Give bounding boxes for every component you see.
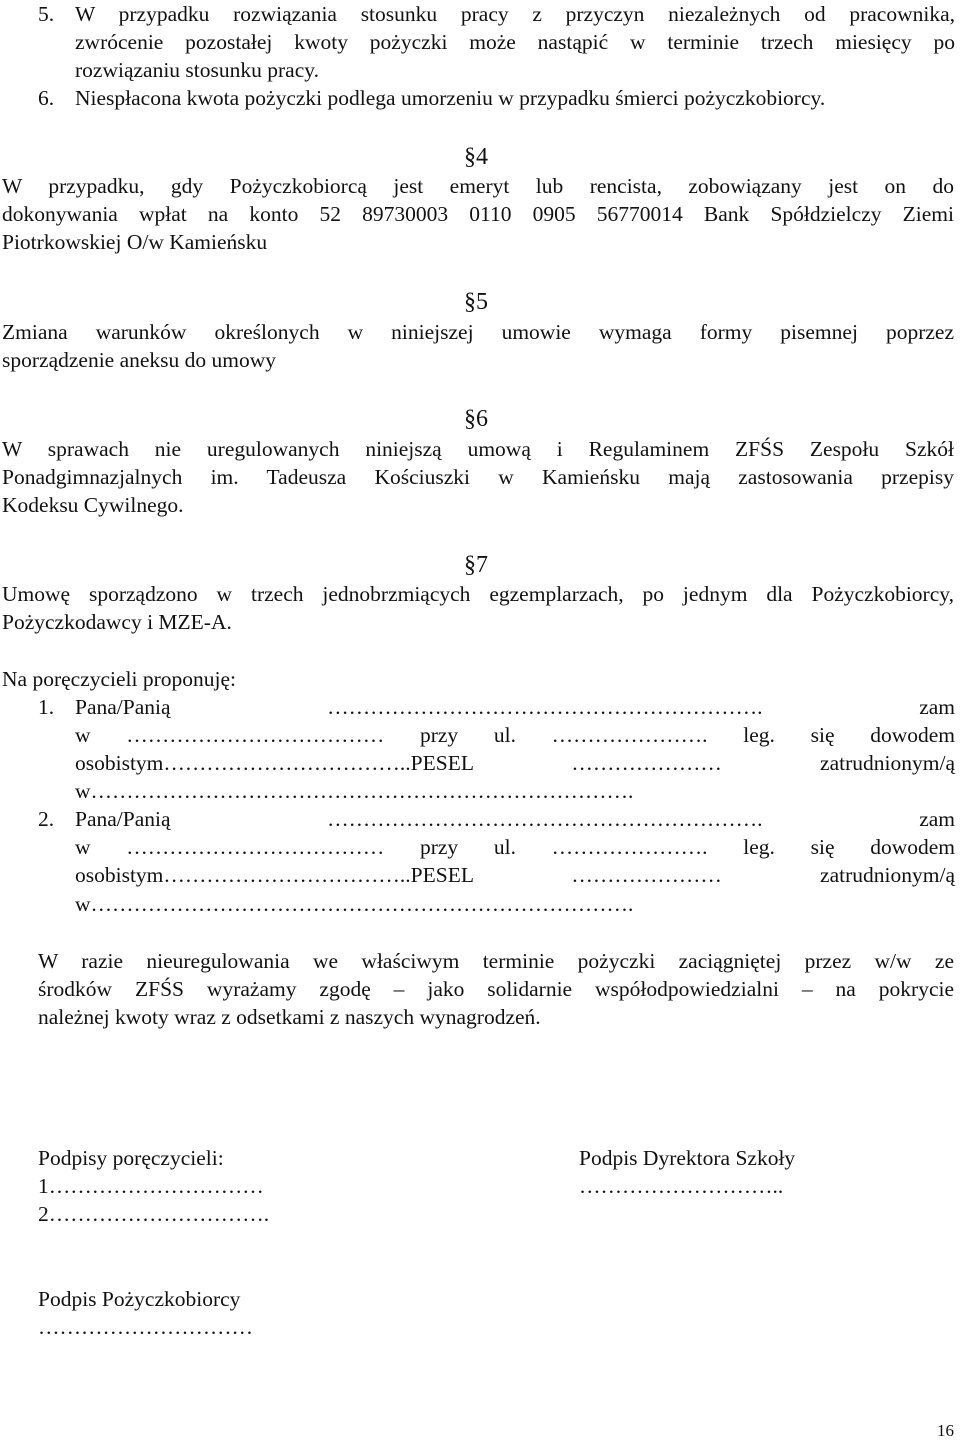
section-4-heading: §4: [464, 144, 488, 170]
section-5-heading: §5: [464, 289, 488, 315]
guarantor-2-line-1: Pana/Panią ……………………………………………………. zam: [75, 807, 955, 831]
section-7-heading: §7: [464, 552, 488, 578]
guarantor-2-line-4: w………………………………………………………………….: [75, 892, 634, 916]
page-number: 16: [937, 1421, 954, 1440]
section-5-line-1: Zmiana warunków określonych w niniejszej umowie wymaga formy pisemnej poprzez: [2, 320, 954, 344]
section-5-line-2: sporządzenie aneksu do umowy: [2, 348, 277, 372]
section-6-heading: §6: [464, 406, 488, 432]
item-6-text: Niespłacona kwota pożyczki podlega umorzeniu w przypadku śmierci pożyczkobiorcy.: [75, 86, 826, 110]
item-number-5: 5.: [38, 2, 55, 26]
guarantor-1-line-3: osobistym……………………………..PESEL ………………… zatrudnionym/ą: [75, 751, 955, 775]
guarantor-2-number: 2.: [38, 807, 55, 831]
guarantor-1-signature-line: 1…………………………: [38, 1174, 264, 1198]
guarantor-1-line-1: Pana/Panią ……………………………………………………. zam: [75, 695, 955, 719]
guarantor-2-line-3: osobistym……………………………..PESEL ………………… zatrudnionym/ą: [75, 863, 955, 887]
guarantors-intro: Na poręczycieli proponuję:: [2, 667, 237, 691]
guarantor-2-line-2: w ……………………………… przy ul. …………………. leg. się dowodem: [75, 835, 955, 859]
director-signature-line: ………………………..: [579, 1174, 784, 1198]
guarantor-1-line-4: w………………………………………………………………….: [75, 779, 634, 803]
section-7-line-1: Umowę sporządzono w trzech jednobrzmiących egzemplarzach, po jednym dla Pożyczkobiorcy,: [2, 582, 954, 606]
item-5-line-1: W przypadku rozwiązania stosunku pracy z przyczyn niezależnych od pracownika,: [75, 2, 955, 26]
item-5-line-3: rozwiązaniu stosunku pracy.: [75, 58, 319, 82]
section-6-line-3: Kodeksu Cywilnego.: [2, 493, 184, 517]
borrower-signature-line: …………………………: [38, 1315, 253, 1339]
guarantor-2-signature-line: 2………………………….: [38, 1202, 270, 1226]
section-7-line-2: Pożyczkodawcy i MZE-A.: [2, 610, 232, 634]
section-4-line-1: W przypadku, gdy Pożyczkobiorcą jest emeryt lub rencista, zobowiązany jest on do: [2, 174, 954, 198]
section-6-line-1: W sprawach nie uregulowanych niniejszą umową i Regulaminem ZFŚS Zespołu Szkół: [2, 437, 954, 461]
section-4-line-3: Piotrkowskiej O/w Kamieńsku: [2, 230, 268, 254]
item-number-6: 6.: [38, 86, 55, 110]
section-4-line-2: dokonywania wpłat na konto 52 89730003 0110 0905 56770014 Bank Spółdzielczy Ziemi: [2, 202, 954, 226]
guarantors-signature-label: Podpisy poręczycieli:: [38, 1146, 224, 1170]
borrower-signature-label: Podpis Pożyczkobiorcy: [38, 1287, 241, 1311]
section-6-line-2: Ponadgimnazjalnych im. Tadeusza Kościuszki w Kamieńsku mają zastosowania przepisy: [2, 465, 954, 489]
item-5-line-2: zwrócenie pozostałej kwoty pożyczki może nastąpić w terminie trzech miesięcy po: [75, 30, 955, 54]
guarantor-1-number: 1.: [38, 695, 55, 719]
liability-line-1: W razie nieuregulowania we właściwym terminie pożyczki zaciągniętej przez w/w ze: [38, 949, 954, 973]
liability-line-2: środków ZFŚS wyrażamy zgodę – jako solidarnie współodpowiedzialni – na pokrycie: [38, 977, 954, 1001]
liability-line-3: należnej kwoty wraz z odsetkami z naszych wynagrodzeń.: [38, 1005, 541, 1029]
director-signature-label: Podpis Dyrektora Szkoły: [579, 1146, 796, 1170]
guarantor-1-line-2: w ……………………………… przy ul. …………………. leg. się dowodem: [75, 723, 955, 747]
